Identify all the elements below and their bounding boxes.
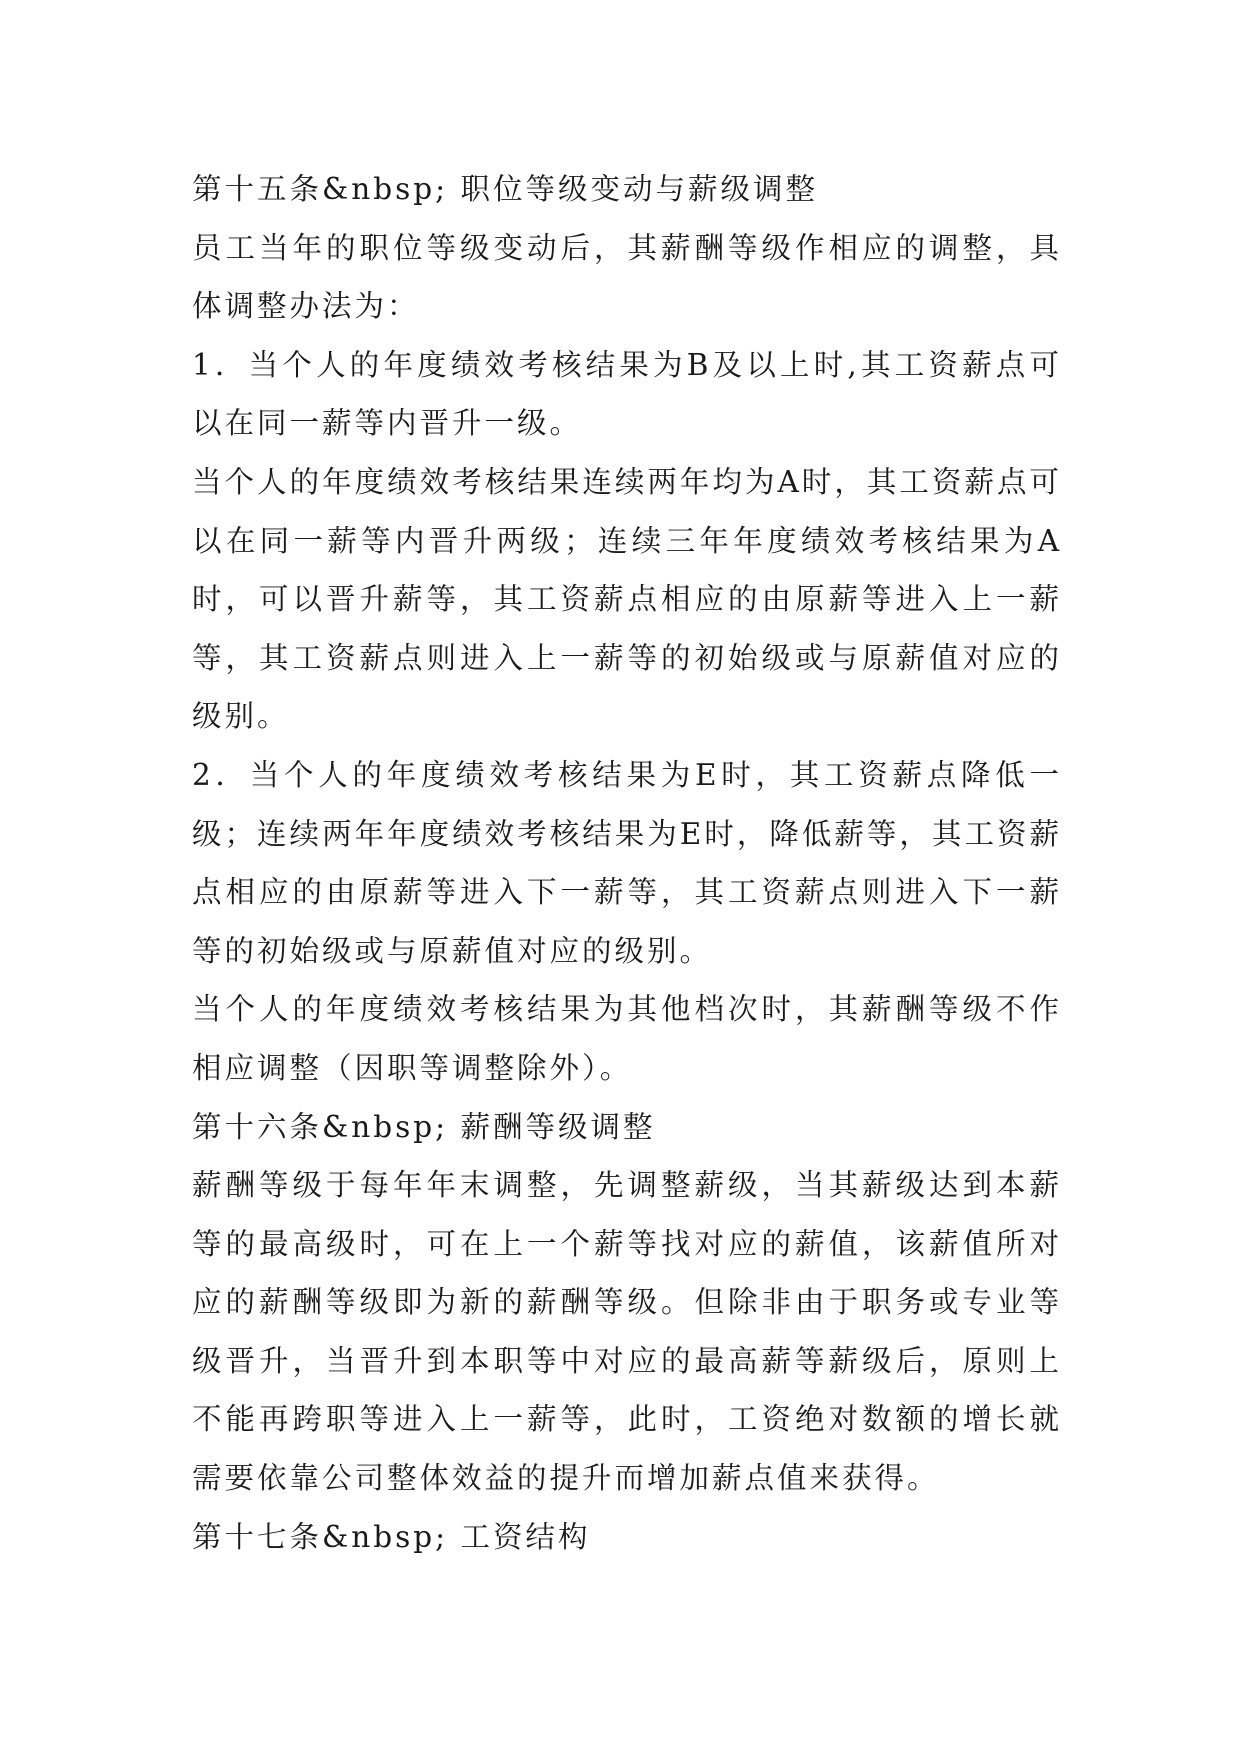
article-15-heading: 第十五条&nbsp; 职位等级变动与薪级调整 — [192, 172, 818, 206]
rule-1-paragraph: 1．当个人的年度绩效考核结果为B及以上时,其工资薪点可以在同一薪等内晋升一级。 — [192, 347, 1062, 441]
rule-other-paragraph: 当个人的年度绩效考核结果为其他档次时，其薪酬等级不作相应调整（因职等调整除外）。 — [192, 992, 1062, 1085]
document-page — [192, 160, 1062, 1566]
article-17-heading: 第十七条&nbsp; 工资结构 — [192, 1519, 591, 1554]
article-16-heading: 第十六条&nbsp; 薪酬等级调整 — [192, 1109, 656, 1144]
article-15-intro: 员工当年的职位等级变动后，其薪酬等级作相应的调整，具体调整办法为： — [192, 230, 1062, 324]
rule-2-paragraph: 2．当个人的年度绩效考核结果为E时，其工资薪点降低一级；连续两年年度绩效考核结果为E时，降低薪等，其工资薪点相应的由原薪等进入下一薪等，其工资薪点则进入下一薪等的初始级或与原薪值对应的级别。 — [192, 757, 1062, 968]
rule-1-continued-paragraph: 当个人的年度绩效考核结果连续两年均为A时，其工资薪点可以在同一薪等内晋升两级；连续三年年度绩效考核结果为A时，可以晋升薪等，其工资薪点相应的由原薪等进入上一薪等，其工资薪点则进入上一薪等的初始级或与原薪值对应的级别。 — [192, 464, 1062, 734]
article-16-body: 薪酬等级于每年年末调整，先调整薪级，当其薪级达到本薪等的最高级时，可在上一个薪等找对应的薪值，该薪值所对应的薪酬等级即为新的薪酬等级。但除非由于职务或专业等级晋升，当晋升到本职等中对应的最高薪等薪级后，原则上不能再跨职等进入上一薪等，此时，工资绝对数额的增长就需要依靠公司整体效益的提升而增加薪点值来获得。 — [192, 1168, 1062, 1496]
